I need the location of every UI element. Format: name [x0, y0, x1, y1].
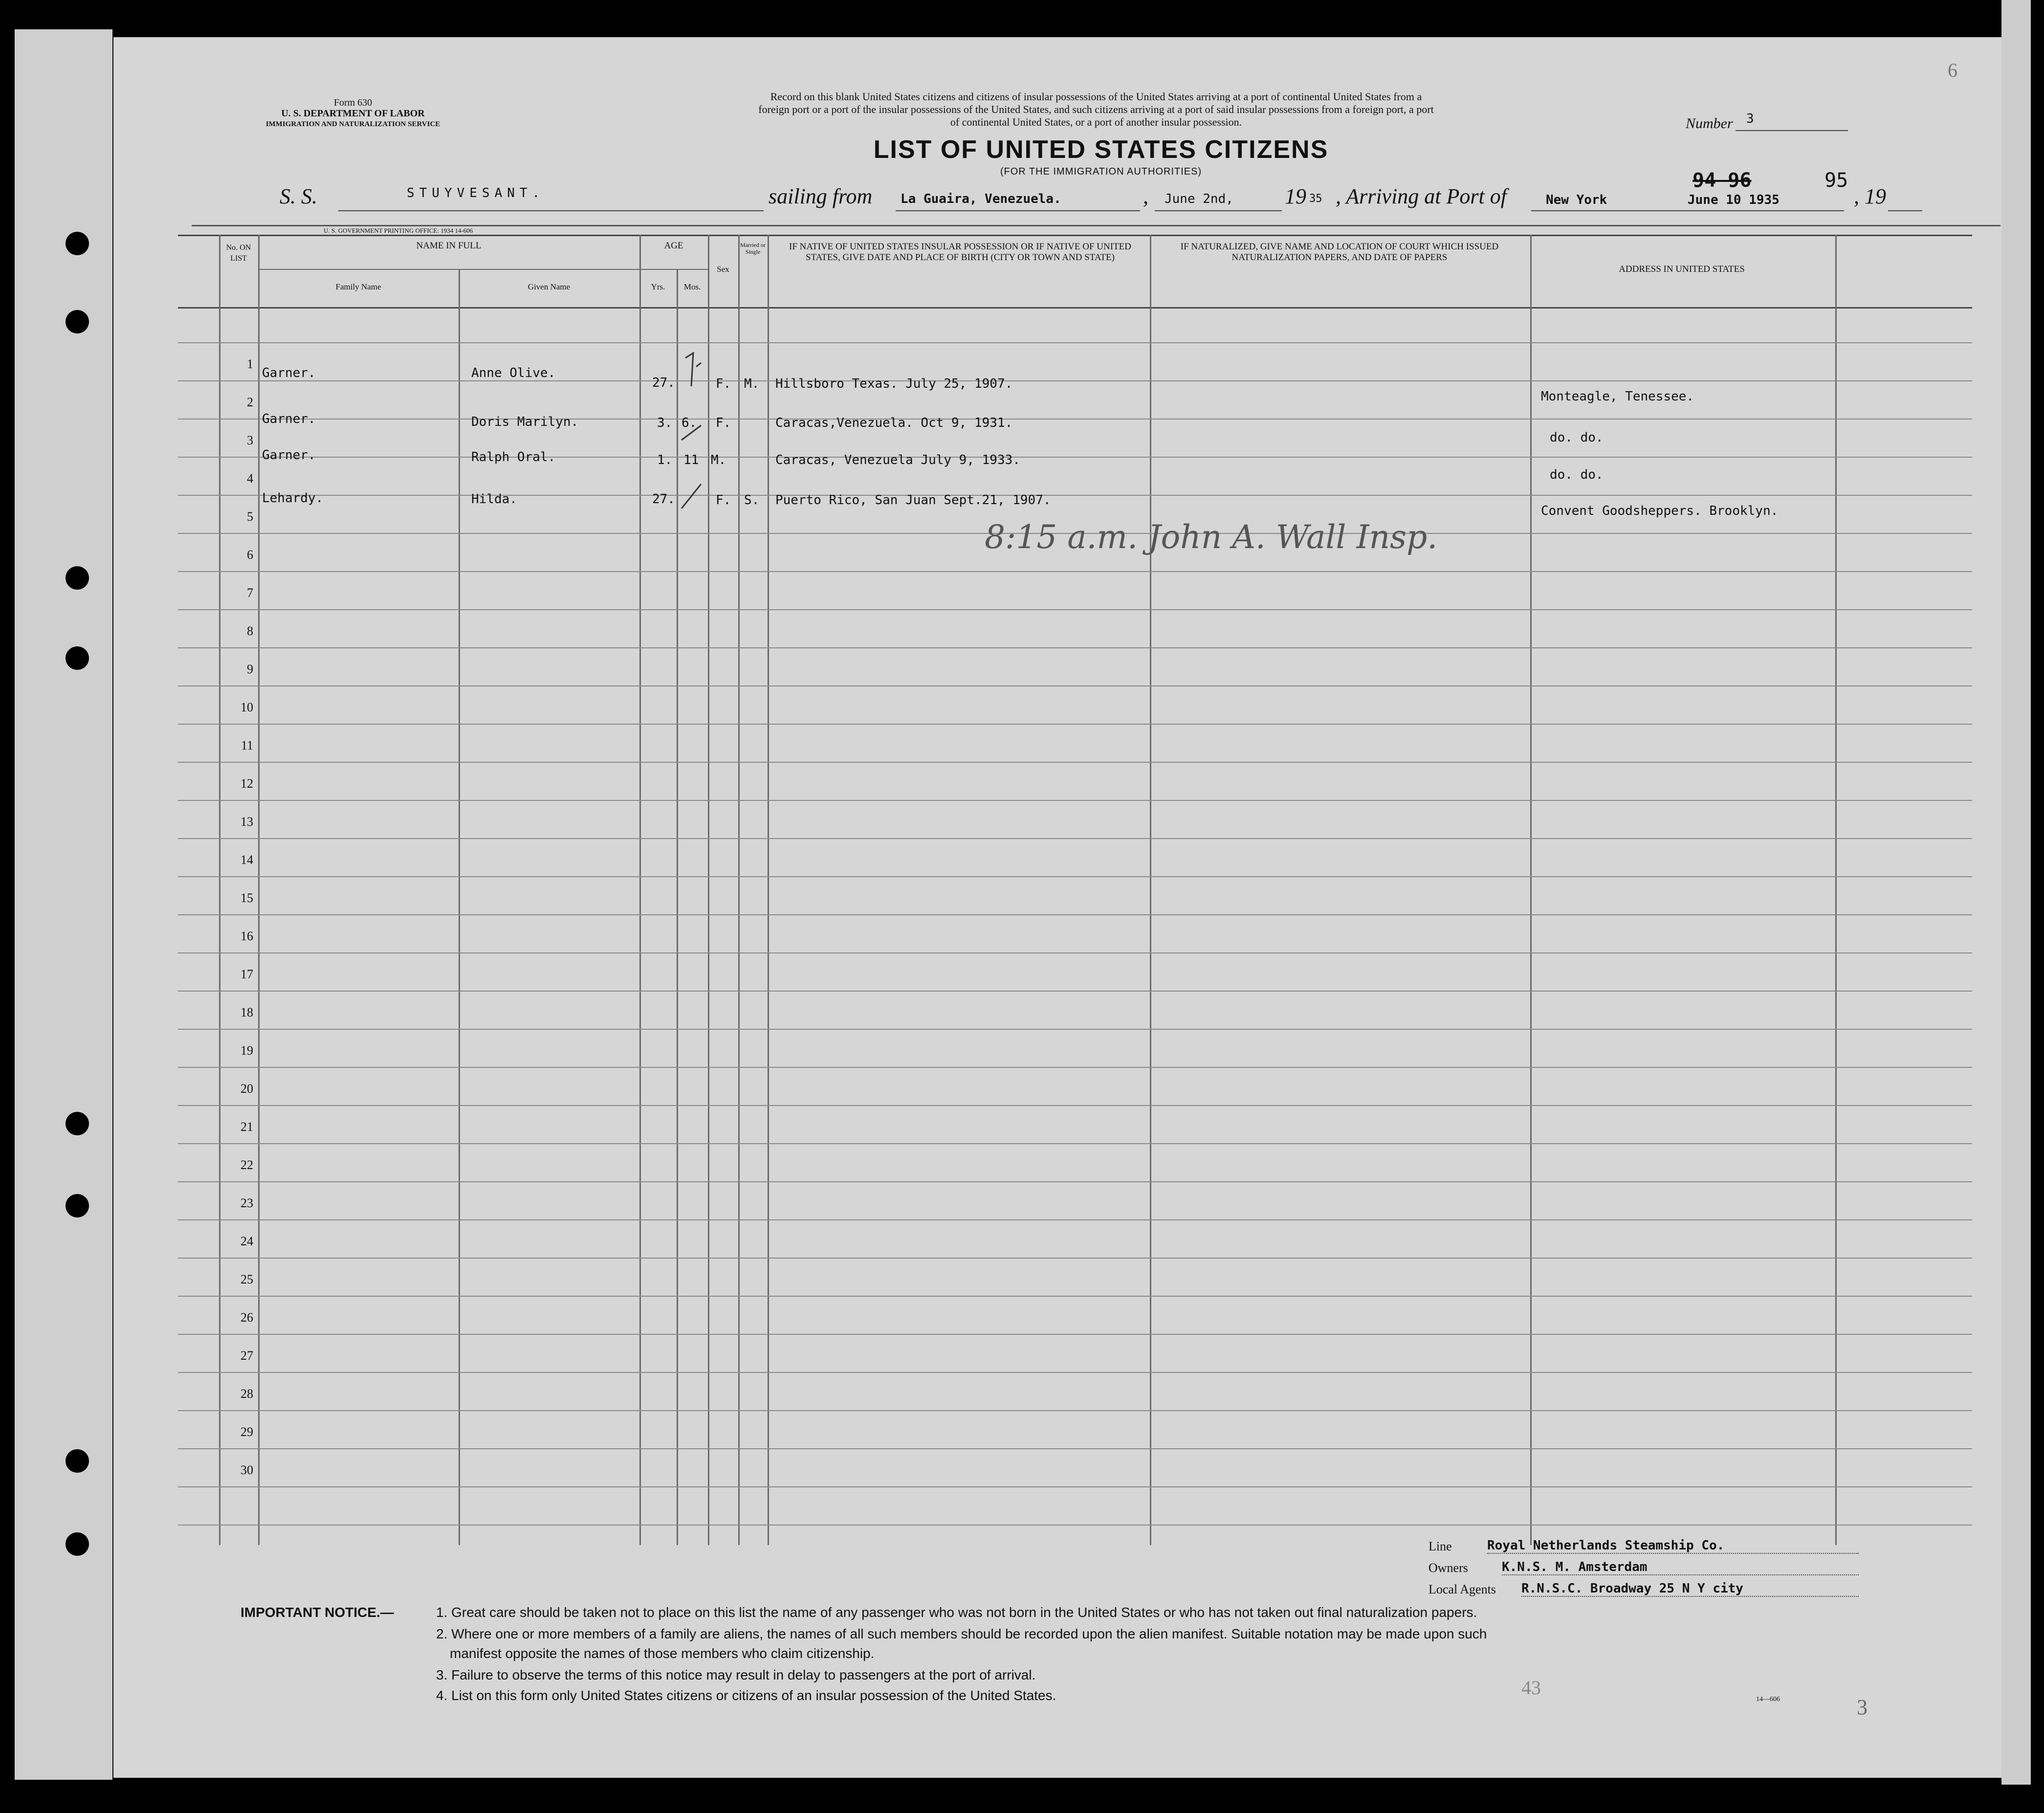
- col-yrs: Yrs.: [651, 282, 665, 291]
- col-line: [1530, 235, 1532, 1545]
- row-3-yrs: 1.: [657, 453, 673, 467]
- inspector-signature: 8:15 a.m. John A. Wall Insp.: [985, 518, 1438, 556]
- ruling-line: [178, 991, 1972, 992]
- ruling-line: [178, 1067, 1972, 1068]
- col-sex: Sex: [717, 265, 729, 274]
- col-given-name: Given Name: [527, 282, 571, 291]
- name-divider: [258, 269, 639, 270]
- binder-hole: [66, 310, 89, 333]
- ruling-line: [178, 1258, 1972, 1259]
- row-1-given: Anne Olive.: [471, 366, 556, 380]
- ruling-line: [178, 571, 1972, 572]
- row-number: 16: [241, 929, 253, 943]
- col-name-in-full: NAME IN FULL: [416, 241, 482, 251]
- port-from: La Guaira, Venezuela.: [901, 192, 1061, 206]
- col-line: [219, 235, 220, 1545]
- ruling-line: [178, 685, 1972, 686]
- row-4-family: Lehardy.: [262, 491, 324, 506]
- manifest-table: [178, 235, 1972, 1555]
- row-3-given: Ralph Oral.: [471, 450, 556, 464]
- ruling-line: [178, 1143, 1972, 1144]
- important-notice-label: IMPORTANT NOTICE.—: [241, 1605, 394, 1620]
- row-number: 25: [241, 1272, 253, 1286]
- row-number: 3: [247, 433, 253, 447]
- row-number: 18: [241, 1005, 253, 1019]
- ruling-line: [178, 1525, 1972, 1526]
- agents-value: R.N.S.C. Broadway 25 N Y city: [1521, 1581, 1859, 1597]
- row-number: 9: [247, 662, 253, 676]
- ruling-line: [178, 1372, 1972, 1373]
- table-header-border: [178, 307, 1972, 309]
- arriving-label: , Arriving at Port of: [1336, 184, 1507, 208]
- binder-hole: [66, 646, 89, 670]
- row-number: 20: [241, 1082, 253, 1096]
- owners-label: Owners: [1429, 1561, 1468, 1575]
- row-1-birth: Hillsboro Texas. July 25, 1907.: [775, 376, 1013, 391]
- port-from-underline: [896, 210, 1140, 211]
- row-1-address: Monteagle, Tenessee.: [1541, 389, 1694, 404]
- row-2-given: Doris Marilyn.: [471, 415, 579, 429]
- row-4-address: Convent Goodsheppers. Brooklyn.: [1541, 504, 1779, 518]
- binder-hole: [66, 1194, 89, 1217]
- ruling-line: [178, 1334, 1972, 1335]
- line-label: Line: [1429, 1539, 1452, 1553]
- record-notice-line-1: Record on this blank United States citizens and citizens of insular possessions of the United States arriving at a port of continental United States from a: [770, 90, 1422, 103]
- page-title: LIST OF UNITED STATES CITIZENS: [873, 135, 1329, 164]
- notice-2: 2. Where one or more members of a family are aliens, the names of all such members should be recorded upon the alien manifest. Suitable notation may be made upon such: [436, 1626, 1487, 1641]
- department: U. S. DEPARTMENT OF LABOR: [281, 108, 425, 119]
- line-value: Royal Netherlands Steamship Co.: [1487, 1538, 1859, 1554]
- col-address: ADDRESS IN UNITED STATES: [1619, 264, 1745, 274]
- row-number: 22: [241, 1158, 253, 1172]
- row-3-address: do. do.: [1550, 467, 1604, 482]
- row-1-marital: M.: [744, 376, 760, 391]
- ruling-line: [178, 419, 1972, 420]
- row-number: 27: [241, 1349, 253, 1363]
- row-1-family: Garner.: [262, 366, 316, 380]
- ruling-line: [178, 800, 1972, 801]
- row-4-given: Hilda.: [471, 492, 517, 507]
- ruling-line: [178, 1410, 1972, 1411]
- col-line: [1150, 235, 1151, 1545]
- ship-name: STUYVESANT.: [407, 186, 545, 200]
- row-number: 26: [241, 1310, 253, 1325]
- manifest-page: Form 630 U. S. DEPARTMENT OF LABOR IMMIGRATION AND NATURALIZATION SERVICE Record on this blank United States citizens and citizens of insular possessions of the United States arriving at a port of continental United States from a foreign port or a port of the insular possessions of the United States, and such citizens arriving at a port of said insular possessions from a foreign port, a port of continental United States, or a port of another insular possession. LIST OF UNITED STATES CITIZENS (FOR THE IMMIGRATION AUTHORITIES) Number 3 94 96 95 S. S. STUYVESANT. sailing from La Guaira, Venezuela. , June 2nd, 19 35 , Arriving at Port of New York June 10 1935 , 19 U. S. GOVERNMENT PRINTING OFFICE: 1934 14-606 No. ON LIST NAME IN FULL Family Name Given Name AGE Yrs. Mos. Sex Married or Single IF NATIVE OF UNITED STATES INSULAR POSSESSION OR IF NATIVE OF UNITED STATES, GIVE DATE AND PLACE OF BIRTH (CITY OR TOWN AND STATE) IF NATURALIZED, GIVE NAME AND LOCATION OF COURT WHICH ISSUED NATURALIZATION PAPERS, AND DATE OF PAPERS ADDRESS IN UNITED STATES 1 2 3 4 5 6 7 8 9 10 11 12 13 14 15 16 17 18 19 20 21 22 23 24 25 26 27 28 29 30 Garner. Anne Olive. 27. F. M. Hillsboro Texas. July 25, 1907. Monteagle, Tenessee. Garner. Doris Marilyn. 3. 6. F. Caracas,Venezuela. Oct 9, 1931. do. do. Garner. Ralph Oral. 1. 11 M. Caracas, Venezuela July 9, 1933. do. do. Lehardy. Hilda. 27. F. S. Puerto Rico, San Juan Sept.21, 1907. Convent Goodsheppers. Brooklyn. 8:15 a.m. John A. Wall Insp. Line Royal Netherlands Steamship Co. Owners K.N.S. M. Amsterdam Local Agents R.N.S.C. Broadway 25 N Y city IMPORTANT NOTICE.— 1. Great care should be taken not to place on this list the name of any passenger who was not born in the United States or who has not taken out final naturalization papers. 2. Where one or more members of a family are aliens, the names of all such members should be recorded upon the alien manifest. Suitable notation may be made upon such manifest opposite the names of those members who claim citizenship. 3. Failure to observe the terms of this notice may result in delay to passengers at the port of arrival. 4. List on this form only United States citizens or citizens of an insular possession of the United States. 43 14—606 3: [113, 37, 2001, 1778]
- row-2-birth: Caracas,Venezuela. Oct 9, 1931.: [775, 416, 1013, 430]
- col-mos: Mos.: [683, 282, 701, 291]
- binder-hole: [66, 1449, 89, 1473]
- ship-underline: [338, 210, 764, 211]
- ruling-line: [178, 342, 1972, 343]
- form-code: 14—606: [1756, 1696, 1780, 1703]
- port-to-underline: [1531, 210, 1844, 211]
- notice-4: 4. List on this form only United States citizens or citizens of an insular possession of the United States.: [436, 1688, 1056, 1703]
- row-2-yrs: 3.: [657, 416, 673, 430]
- ruling-line: [178, 876, 1972, 877]
- col-age: AGE: [664, 241, 683, 251]
- row-3-birth: Caracas, Venezuela July 9, 1933.: [775, 453, 1020, 467]
- row-number: 21: [241, 1120, 253, 1134]
- row-number: 5: [247, 509, 253, 524]
- row-number: 2: [247, 395, 253, 409]
- ss-label: S. S.: [280, 184, 317, 208]
- mos-tick-marks: [677, 352, 711, 513]
- ruling-line: [178, 495, 1972, 496]
- sailing-label: sailing from: [769, 184, 873, 208]
- table-top-border: [178, 235, 1972, 236]
- row-number: 24: [241, 1234, 253, 1248]
- age-divider: [639, 269, 708, 270]
- row-3-family: Garner.: [262, 448, 316, 463]
- year2-underline: [1888, 210, 1922, 211]
- row-number: 10: [241, 700, 253, 714]
- ruling-line: [178, 647, 1972, 648]
- right-edge-strip: [2001, 0, 2031, 1785]
- ruling-line: [178, 1105, 1972, 1106]
- notice-2-cont: manifest opposite the names of those members who claim citizenship.: [450, 1646, 875, 1661]
- row-1-yrs: 27.: [652, 376, 675, 390]
- col-line: [1835, 235, 1837, 1545]
- year-prefix: 19: [1285, 184, 1306, 208]
- binder-hole: [66, 1532, 89, 1556]
- year2-prefix: , 19: [1854, 184, 1886, 208]
- row-number: 19: [241, 1043, 253, 1058]
- notice-3: 3. Failure to observe the terms of this notice may result in delay to passengers at the port of arrival.: [436, 1667, 1036, 1682]
- printing-office-note: U. S. GOVERNMENT PRINTING OFFICE: 1934 14-606: [324, 227, 473, 234]
- row-number: 11: [241, 738, 253, 752]
- notice-1: 1. Great care should be taken not to place on this list the name of any passenger who was not born in the United States or who has not taken out final naturalization papers.: [436, 1605, 1477, 1620]
- row-4-birth: Puerto Rico, San Juan Sept.21, 1907.: [775, 493, 1051, 508]
- row-2-sex: F.: [716, 416, 731, 430]
- ruling-line: [178, 1486, 1972, 1487]
- ruling-line: [178, 1219, 1972, 1220]
- row-number: 14: [241, 853, 253, 867]
- binder-hole: [66, 566, 89, 590]
- row-number: 6: [247, 548, 253, 562]
- ruling-line: [178, 1181, 1972, 1182]
- row-number: 30: [241, 1463, 253, 1477]
- ruling-line: [178, 724, 1972, 725]
- ruling-line: [178, 914, 1972, 915]
- col-family-name: Family Name: [335, 282, 381, 291]
- binder-hole: [66, 1112, 89, 1135]
- ruling-line: [178, 952, 1972, 953]
- agents-label: Local Agents: [1429, 1582, 1496, 1596]
- number-label: Number: [1686, 115, 1733, 132]
- ruling-line: [178, 1296, 1972, 1297]
- owners-value: K.N.S. M. Amsterdam: [1502, 1560, 1859, 1575]
- col-line: [258, 235, 260, 1545]
- year-suffix: 35: [1309, 193, 1322, 205]
- row-2-mos: 6.: [681, 416, 697, 430]
- row-2-family: Garner.: [262, 412, 316, 426]
- col-line: [738, 235, 740, 1545]
- row-3-sex: M.: [711, 453, 726, 467]
- binder-hole: [66, 232, 89, 255]
- row-number: 29: [241, 1425, 253, 1439]
- binding-strip: [15, 29, 112, 1780]
- ruling-line: [178, 762, 1972, 763]
- row-4-marital: S.: [744, 493, 760, 508]
- ruling-line: [178, 457, 1972, 458]
- row-number: 4: [247, 471, 253, 486]
- row-number: 23: [241, 1196, 253, 1210]
- row-number: 7: [247, 586, 253, 600]
- form-number: Form 630: [333, 97, 373, 108]
- row-number: 13: [241, 815, 253, 829]
- record-notice-line-2: foreign port or a port of the insular possessions of the United States, and such citizens arriving at a port of said insular possessions from a foreign port, a port: [758, 103, 1434, 115]
- ruling-line: [178, 1448, 1972, 1449]
- row-number: 17: [241, 967, 253, 981]
- date-from-underline: [1155, 210, 1282, 211]
- corner-pencil-number: 6: [1948, 59, 1957, 81]
- row-2-address: do. do.: [1550, 430, 1604, 445]
- row-4-yrs: 27.: [652, 492, 675, 507]
- ruling-line: [178, 838, 1972, 839]
- row-1-sex: F.: [716, 376, 731, 391]
- col-naturalized: IF NATURALIZED, GIVE NAME AND LOCATION OF COURT WHICH ISSUED NATURALIZATION PAPERS, AND DATE OF PAPERS: [1180, 242, 1499, 263]
- corner-mark: 3: [1857, 1695, 1868, 1719]
- number-value: 3: [1746, 111, 1754, 126]
- stamp-number: 43: [1521, 1677, 1541, 1699]
- col-line: [639, 235, 641, 1545]
- row-number: 12: [241, 776, 253, 791]
- ruling-line: [178, 380, 1972, 381]
- page-number: 95: [1824, 169, 1848, 192]
- row-number: 8: [247, 624, 253, 638]
- date-to: June 10 1935: [1688, 193, 1780, 207]
- row-number: 15: [241, 891, 253, 905]
- ruling-line: [178, 609, 1972, 610]
- col-married-single: Married or Single: [740, 242, 766, 255]
- col-line: [459, 269, 460, 1545]
- ruling-line: [178, 1029, 1972, 1030]
- col-line: [768, 235, 769, 1545]
- row-4-sex: F.: [716, 493, 731, 508]
- col-birth: IF NATIVE OF UNITED STATES INSULAR POSSESSION OR IF NATIVE OF UNITED STATES, GIVE DATE AND PLACE OF BIRTH (CITY OR TOWN AND STATE): [789, 242, 1131, 263]
- date-from: June 2nd,: [1165, 192, 1233, 206]
- page-subtitle: (FOR THE IMMIGRATION AUTHORITIES): [1000, 166, 1202, 177]
- service: IMMIGRATION AND NATURALIZATION SERVICE: [265, 120, 440, 128]
- col-no: No. ON LIST: [226, 243, 251, 263]
- row-3-mos: 11: [683, 453, 699, 467]
- row-number: 28: [241, 1387, 253, 1401]
- record-notice-line-3: of continental United States, or a port of another insular possession.: [950, 116, 1242, 128]
- struck-page-numbers: 94 96: [1692, 169, 1752, 192]
- port-to: New York: [1546, 193, 1607, 207]
- row-number: 1: [247, 357, 253, 371]
